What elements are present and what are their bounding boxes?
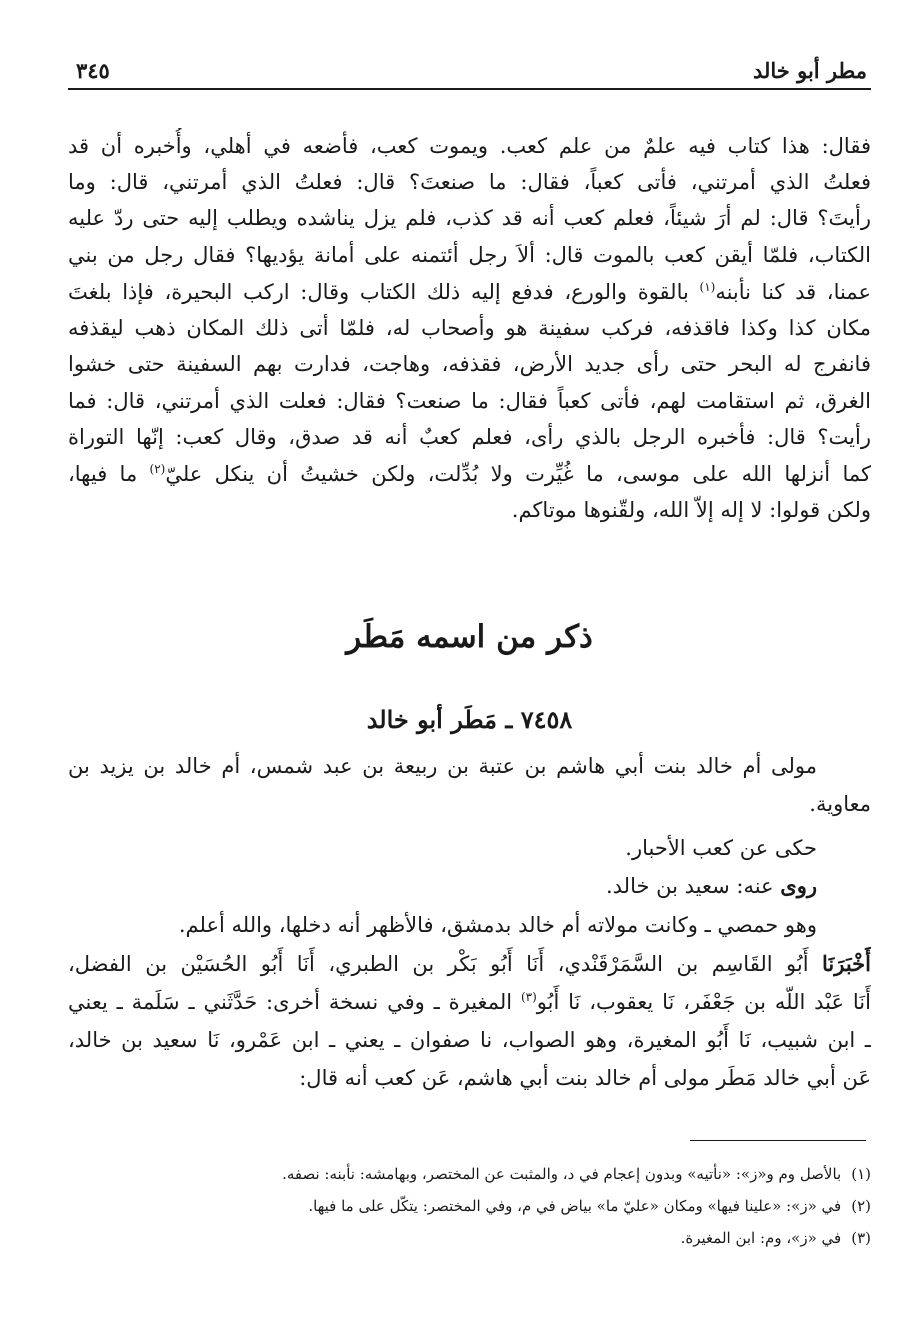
text-segment: أَبُو القَاسِم بن السَّمَرْقَنْدي، أَنَا أَبُو بَكْر بن الطبري، أَنَا أَبُو الحُسَيْن بن الفضل،	[68, 952, 823, 976]
text-line: فقال: هذا كتاب فيه علمٌ من علم كعب. ويموت كعب، فأضعه في أهلي، وأُخبره أن قد	[68, 134, 871, 158]
footnote	[68, 1160, 871, 1188]
footnote	[68, 1192, 871, 1220]
text-segment: عمنا، قد كنا نأبنه	[715, 280, 871, 304]
text-line: رأيت؟ قال: فأخبره الرجل بالذي رأى، فعلم كعبٌ أنه قد صدق، وقال كعب: إنّها التوراة	[68, 425, 871, 449]
footnote-number: (١)	[851, 1165, 871, 1183]
text-segment: عنه: سعيد بن خالد.	[605, 874, 781, 898]
footnote-ref: (٣)	[520, 990, 537, 1004]
footnote-number: (٣)	[851, 1229, 871, 1247]
footnote-text: في «ز»: «علينا فيها» ومكان «عليّ ما» بياض في م، وفي المختصر: يتكّل على ما فيها.	[308, 1197, 842, 1215]
text-segment: بالقوة والورع، فدفع إليه ذلك الكتاب وقال: اركب البحيرة، فإذا بلغتَ	[68, 280, 700, 304]
text-line: الغرق، ثم استقامت لهم، فأتى كعباً فقال: ما صنعت؟ فقال: فعلت الذي أمرتني، قال: فما	[68, 389, 871, 413]
footnote-number: (٢)	[851, 1197, 871, 1215]
running-header	[68, 52, 871, 90]
text-line: ـ ابن شبيب، نَا أَبُو المغيرة، وهو الصواب، نا صفوان ـ يعني ـ ابن عَمْرو، نَا سعيد بن خالد،	[68, 1028, 871, 1052]
footnote-divider	[690, 1140, 866, 1141]
text-line: معاوية.	[809, 792, 871, 816]
text-line: فعلتُ الذي أمرتني، فأتى كعباً، فقال: ما صنعتَ؟ قال: فعلتُ الذي أمرتني، قال: وما	[68, 170, 871, 194]
text-segment: المغيرة ـ وفي نسخة أخرى: حَدَّثَني ـ سَلَمة ـ يعني	[68, 990, 521, 1014]
text-line: فانفرج له البحر حتى رأى جديد الأرض، فقذفه، وهاجت، فدارت بهم السفينة حتى خشوا	[68, 352, 871, 376]
text-segment: كما أنزلها الله على موسى، ما غُيِّرت ولا بُدِّلت، ولكن خشيتُ أن ينكل عليّ	[165, 462, 871, 486]
text-line: رأيتَ؟ قال: لم أرَ شيئاً، فعلم كعب أنه قد كذب، فلم يزل يناشده ويطلب إليه حتى ردّ عليه	[68, 206, 871, 230]
page-number: ٣٤٥	[76, 58, 110, 83]
text-segment: ما فيها،	[68, 462, 150, 486]
narrators-label: روى	[780, 873, 817, 898]
section-title: ذكر من اسمه مَطَر	[346, 619, 593, 655]
footnote-ref: (١)	[699, 280, 716, 294]
text-line	[68, 868, 817, 904]
footnote-ref: (٢)	[149, 462, 166, 476]
text-line: حكى عن كعب الأحبار.	[625, 836, 817, 860]
isnad-lead: أَخْبَرَنَا	[822, 951, 871, 976]
text-line: مكان كذا وكذا فاقذفه، فركب سفينة هو وأصحاب له، فلمّا أتى ذلك المكان ذهب ليقذفه	[68, 316, 871, 340]
text-line	[68, 274, 871, 310]
text-line: وهو حمصي ـ وكانت مولاته أم خالد بدمشق، فالأظهر أنه دخلها، والله أعلم.	[178, 913, 817, 937]
text-line	[68, 946, 871, 982]
text-segment: أَنَا عَبْد اللّه بن جَعْفَر، نَا يعقوب، نَا أَبُو	[536, 990, 871, 1014]
footnote-text: بالأصل وم و«ز»: «نأتيه» وبدون إعجام في د، والمثبت عن المختصر، وبهامشه: نأبنه: نصفه.	[282, 1165, 842, 1183]
entry-title: ٧٤٥٨ ـ مَطَر أبو خالد	[366, 705, 573, 734]
text-line: عَن أبي خالد مَطَر مولى أم خالد بنت أبي هاشم، عَن كعب أنه قال:	[299, 1066, 871, 1090]
footnote	[68, 1224, 871, 1252]
footnote-text: في «ز»، وم: ابن المغيرة.	[680, 1229, 842, 1247]
running-title: مطر أبو خالد	[752, 58, 867, 83]
text-line: الكتاب، فلمّا أيقن كعب بالموت قال: ألاَ رجل أئتمنه على أمانة يؤديها؟ فقال رجل من بني	[68, 243, 871, 267]
text-line	[68, 456, 871, 492]
text-line	[68, 984, 871, 1020]
text-line: مولى أم خالد بنت أبي هاشم بن عتبة بن ربيعة بن عبد شمس، أم خالد بن يزيد بن	[68, 754, 817, 778]
text-line: ولكن قولوا: لا إله إلاّ الله، ولقّنوها موتاكم.	[511, 498, 871, 522]
